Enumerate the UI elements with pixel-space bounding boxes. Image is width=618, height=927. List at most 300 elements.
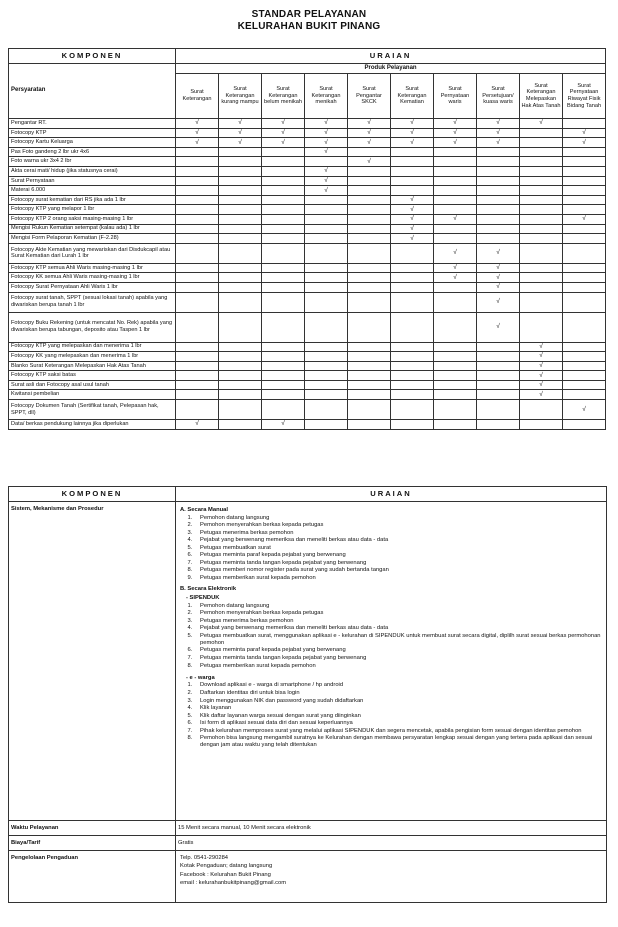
empty-cell: [176, 361, 219, 371]
empty-cell: [477, 234, 520, 244]
section-elektronik-heading: B. Secara Elektronik: [180, 585, 237, 592]
requirement-label: Kwitansi pembelian: [9, 390, 176, 400]
procedure-step: 1. Pemohon datang langsung: [194, 515, 602, 522]
empty-cell: [176, 224, 219, 234]
empty-cell: [477, 214, 520, 224]
empty-cell: [348, 176, 391, 186]
persyaratan-table: [8, 48, 606, 430]
check-mark: √: [305, 138, 348, 148]
empty-cell: [563, 119, 606, 129]
column-header: Surat Keterangan: [176, 74, 219, 119]
requirement-label: Blanko Surat Keterangan Melepaskan Hak Atas Tanah: [9, 361, 176, 371]
check-mark: √: [477, 282, 520, 292]
check-mark: √: [520, 342, 563, 352]
requirement-row: [9, 380, 606, 390]
empty-cell: [434, 371, 477, 381]
empty-cell: [219, 205, 262, 215]
procedure-step: 1. Download aplikasi e - warga di smartphone / hp android: [194, 682, 602, 689]
empty-cell: [262, 234, 305, 244]
check-mark: √: [348, 157, 391, 167]
empty-cell: [262, 292, 305, 312]
check-mark: √: [434, 263, 477, 273]
empty-cell: [176, 312, 219, 342]
empty-cell: [305, 234, 348, 244]
empty-cell: [477, 176, 520, 186]
empty-cell: [348, 263, 391, 273]
empty-cell: [219, 282, 262, 292]
requirement-label: Fotocopy KTP 2 orang saksi masing-masing 1 lbr: [9, 214, 176, 224]
empty-cell: [391, 176, 434, 186]
empty-cell: [262, 400, 305, 420]
empty-cell: [305, 400, 348, 420]
empty-cell: [219, 147, 262, 157]
empty-cell: [176, 157, 219, 167]
empty-cell: [348, 352, 391, 362]
requirement-label: Mengisi Rukun Kematian setempat (kalau ada) 1 lbr: [9, 224, 176, 234]
pengaduan-value: [176, 851, 607, 903]
empty-cell: [176, 195, 219, 205]
empty-cell: [262, 361, 305, 371]
empty-cell: [219, 157, 262, 167]
empty-cell: [305, 157, 348, 167]
check-mark: √: [563, 128, 606, 138]
requirement-row: [9, 292, 606, 312]
empty-cell: [262, 380, 305, 390]
contact-line: Kotak Pengaduan; datang langsung: [180, 863, 273, 870]
empty-cell: [348, 205, 391, 215]
requirement-label: Fotocopy KTP yang melapor 1 lbr: [9, 205, 176, 215]
requirement-label: Surat asli dan Fotocopy asal usul tanah: [9, 380, 176, 390]
check-mark: √: [391, 119, 434, 129]
empty-cell: [520, 176, 563, 186]
requirement-row: [9, 224, 606, 234]
empty-cell: [520, 282, 563, 292]
requirement-row: [9, 205, 606, 215]
empty-cell: [434, 224, 477, 234]
empty-cell: [477, 205, 520, 215]
check-mark: √: [262, 138, 305, 148]
check-mark: √: [563, 138, 606, 148]
empty-cell: [176, 292, 219, 312]
contact-line: email : kelurahanbukitpinang@gmail.com: [180, 880, 287, 887]
empty-cell: [348, 147, 391, 157]
empty-cell: [477, 361, 520, 371]
empty-cell: [176, 380, 219, 390]
requirement-label: Akta cerai mati/ hidup (jika statusnya cerai): [9, 166, 176, 176]
empty-cell: [348, 390, 391, 400]
check-mark: √: [391, 224, 434, 234]
check-mark: √: [305, 147, 348, 157]
empty-cell: [348, 342, 391, 352]
procedure-step: 7. Petugas meminta tanda tangan kepada pejabat yang berwenang: [194, 560, 602, 567]
komponen-header: KOMPONEN: [9, 49, 176, 64]
biaya-value: Gratis: [176, 836, 607, 851]
contact-line: Telp. 0541-290284: [180, 855, 229, 861]
empty-cell: [348, 292, 391, 312]
empty-cell: [477, 390, 520, 400]
empty-cell: [305, 390, 348, 400]
empty-cell: [434, 352, 477, 362]
empty-cell: [262, 312, 305, 342]
empty-cell: [262, 214, 305, 224]
empty-cell: [262, 147, 305, 157]
empty-cell: [434, 342, 477, 352]
check-mark: √: [477, 292, 520, 312]
empty-cell: [348, 214, 391, 224]
requirement-label: Foto warna ukr 3x4 2 lbr: [9, 157, 176, 167]
persyaratan-label: Persyaratan: [9, 64, 176, 119]
empty-cell: [348, 282, 391, 292]
empty-cell: [348, 243, 391, 263]
procedure-step: 4. Pejabat yang berwenang memeriksa dan meneliti berkas atau data - data: [194, 625, 602, 632]
check-mark: √: [563, 214, 606, 224]
empty-cell: [176, 176, 219, 186]
empty-cell: [262, 186, 305, 196]
check-mark: √: [219, 119, 262, 129]
empty-cell: [219, 342, 262, 352]
procedure-step: 3. Petugas menerima berkas pemohon: [194, 530, 602, 537]
empty-cell: [563, 147, 606, 157]
empty-cell: [391, 147, 434, 157]
empty-cell: [305, 352, 348, 362]
sipenduk-heading: - SIPENDUK: [186, 594, 220, 601]
procedure-step: 2. Pemohon menyerahkan berkas kepada petugas: [194, 610, 602, 617]
empty-cell: [391, 352, 434, 362]
empty-cell: [219, 224, 262, 234]
requirement-label: Fotocopy Kartu Keluarga: [9, 138, 176, 148]
empty-cell: [219, 400, 262, 420]
empty-cell: [176, 342, 219, 352]
requirement-label: Fotocopy Buku Rekening (untuk mencatat No. Rek) apabila yang diwariskan berupa tabungan, deposito atau Taspen 1 lbr: [9, 312, 176, 342]
empty-cell: [477, 420, 520, 430]
empty-cell: [563, 371, 606, 381]
empty-cell: [262, 176, 305, 186]
empty-cell: [520, 166, 563, 176]
requirement-row: [9, 138, 606, 148]
procedure-step: 5. Klik daftar layanan warga sesuai dengan surat yang diinginkan: [194, 713, 602, 720]
empty-cell: [305, 214, 348, 224]
procedure-step: 4. Klik layanan: [194, 705, 602, 712]
check-mark: √: [477, 128, 520, 138]
column-header: Surat Keterangan belum menikah: [262, 74, 305, 119]
empty-cell: [219, 390, 262, 400]
column-header: Surat Keterangan menikah: [305, 74, 348, 119]
requirement-row: [9, 312, 606, 342]
requirement-row: [9, 371, 606, 381]
page-title-line2: KELURAHAN BUKIT PINANG: [237, 21, 381, 32]
empty-cell: [176, 166, 219, 176]
empty-cell: [520, 186, 563, 196]
empty-cell: [520, 243, 563, 263]
requirement-row: [9, 234, 606, 244]
empty-cell: [262, 195, 305, 205]
empty-cell: [348, 166, 391, 176]
empty-cell: [477, 157, 520, 167]
empty-cell: [348, 312, 391, 342]
empty-cell: [477, 380, 520, 390]
procedure-step: 3. Login menggunakan NIK dan password yang sudah didaftarkan: [194, 698, 602, 705]
column-header: Surat Keterangan Kematian: [391, 74, 434, 119]
column-header: Surat Keterangan kurang mampu: [219, 74, 262, 119]
empty-cell: [391, 243, 434, 263]
check-mark: √: [434, 273, 477, 283]
contact-line: Facebook : Kelurahan Bukit Pinang: [180, 871, 271, 878]
requirement-row: [9, 273, 606, 283]
empty-cell: [262, 243, 305, 263]
check-mark: √: [305, 119, 348, 129]
empty-cell: [520, 234, 563, 244]
empty-cell: [520, 420, 563, 430]
empty-cell: [219, 361, 262, 371]
check-mark: √: [477, 243, 520, 263]
check-mark: √: [391, 128, 434, 138]
empty-cell: [391, 273, 434, 283]
requirement-label: Fotocopy Akte Kematian yang mewariskan dari Disdukcapil atau Surat Kematian dari Lurah 1 lbr: [9, 243, 176, 263]
empty-cell: [305, 292, 348, 312]
empty-cell: [176, 186, 219, 196]
empty-cell: [391, 371, 434, 381]
check-mark: √: [305, 166, 348, 176]
empty-cell: [520, 147, 563, 157]
empty-cell: [520, 312, 563, 342]
procedure-step: 7. Petugas meminta tanda tangan kepada pejabat yang berwenang: [194, 655, 602, 662]
procedure-step: 7. Pihak kelurahan memproses surat yang melalui aplikasi SIPENDUK dan segera mencetak, apabila pengisian form sesuai dengan identitas pemohon: [194, 728, 602, 735]
empty-cell: [563, 292, 606, 312]
column-header: Surat Pernyataan Riwayat Fisik Bidang Tanah: [563, 74, 606, 119]
empty-cell: [563, 342, 606, 352]
requirement-label: Mengisi Form Pelaporan Kematian (F-2.28): [9, 234, 176, 244]
ewarga-heading: - e - warga: [186, 674, 215, 681]
requirement-row: [9, 243, 606, 263]
requirement-row: [9, 157, 606, 167]
check-mark: √: [477, 119, 520, 129]
empty-cell: [348, 420, 391, 430]
procedure-step: 9. Petugas memberikan surat kepada pemohon: [194, 575, 602, 582]
check-mark: √: [176, 138, 219, 148]
check-mark: √: [391, 195, 434, 205]
empty-cell: [305, 205, 348, 215]
empty-cell: [563, 243, 606, 263]
page-title-line1: STANDAR PELAYANAN: [251, 9, 367, 20]
empty-cell: [176, 205, 219, 215]
empty-cell: [262, 390, 305, 400]
empty-cell: [305, 273, 348, 283]
empty-cell: [391, 361, 434, 371]
empty-cell: [391, 400, 434, 420]
requirement-row: [9, 420, 606, 430]
procedure-step: 2. Daftarkan identitas diri untuk bisa login: [194, 690, 602, 697]
check-mark: √: [305, 128, 348, 138]
empty-cell: [305, 195, 348, 205]
check-mark: √: [262, 420, 305, 430]
empty-cell: [176, 147, 219, 157]
requirement-row: [9, 186, 606, 196]
check-mark: √: [520, 371, 563, 381]
check-mark: √: [176, 128, 219, 138]
empty-cell: [262, 273, 305, 283]
procedure-step: 8. Pemohon bisa langsung mengambil suratnya ke Kelurahan dengan membawa persyaratan lengkap sesuai dengan yang tertera pada aplikasi dan sesuai dengan jam atau waktu yang telah ditentukan: [194, 735, 602, 749]
empty-cell: [477, 371, 520, 381]
check-mark: √: [477, 312, 520, 342]
requirement-label: Fotocopy Surat Pernyataan Ahli Waris 1 lbr: [9, 282, 176, 292]
procedure-step: 6. Petugas meminta paraf kepada pejabat yang berwenang: [194, 552, 602, 559]
requirement-label: Fotocopy KTP semua Ahli Waris masing-masing 1 lbr: [9, 263, 176, 273]
empty-cell: [305, 380, 348, 390]
empty-cell: [391, 292, 434, 312]
empty-cell: [434, 195, 477, 205]
check-mark: √: [434, 119, 477, 129]
empty-cell: [563, 282, 606, 292]
empty-cell: [391, 263, 434, 273]
procedure-step: 5. Petugas membuatkan surat, menggunakan aplikasi e - kelurahan di SIPENDUK untuk membuat surat secara digital, diplilh surat sesuai berkas permohonan pemohon: [194, 633, 602, 647]
requirement-label: Fotocopy surat tanah, SPPT (sesuai lokasi tanah) apabila yang diwariskan berupa tanah 1 lbr: [9, 292, 176, 312]
check-mark: √: [176, 420, 219, 430]
empty-cell: [520, 214, 563, 224]
check-mark: √: [219, 128, 262, 138]
empty-cell: [176, 352, 219, 362]
requirement-row: [9, 195, 606, 205]
empty-cell: [219, 371, 262, 381]
empty-cell: [305, 282, 348, 292]
waktu-value: 15 Menit secara manual, 10 Menit secara elektronik: [176, 821, 607, 836]
procedure-step: 3. Petugas menerima berkas pemohon: [194, 618, 602, 625]
column-header: Surat Pernyataan waris: [434, 74, 477, 119]
empty-cell: [434, 380, 477, 390]
empty-cell: [219, 195, 262, 205]
procedure-step: 2. Pemohon menyerahkan berkas kepada petugas: [194, 522, 602, 529]
requirement-label: Pas Foto gandeng 2 lbr ukr 4x6: [9, 147, 176, 157]
check-mark: √: [348, 138, 391, 148]
empty-cell: [219, 273, 262, 283]
empty-cell: [520, 263, 563, 273]
procedure-step: 6. Petugas meminta paraf kepada pejabat yang berwenang: [194, 647, 602, 654]
empty-cell: [477, 342, 520, 352]
check-mark: √: [477, 273, 520, 283]
requirement-row: [9, 214, 606, 224]
empty-cell: [219, 243, 262, 263]
empty-cell: [219, 176, 262, 186]
pengaduan-label: Pengelolaan Pengaduan: [9, 851, 176, 903]
produk-pelayanan-header: Produk Pelayanan: [176, 64, 606, 74]
check-mark: √: [391, 214, 434, 224]
column-header: Surat Pengantar SKCK: [348, 74, 391, 119]
procedure-step: 8. Petugas memberi nomor register pada surat yang sudah bertanda tangan: [194, 567, 602, 574]
empty-cell: [176, 273, 219, 283]
ewarga-steps: [180, 682, 602, 749]
empty-cell: [520, 157, 563, 167]
empty-cell: [391, 166, 434, 176]
empty-cell: [520, 205, 563, 215]
requirement-row: [9, 342, 606, 352]
empty-cell: [348, 380, 391, 390]
requirement-label: Materai 6.000: [9, 186, 176, 196]
procedure-step: 5. Petugas membuatkan surat: [194, 545, 602, 552]
requirement-row: [9, 352, 606, 362]
empty-cell: [563, 186, 606, 196]
uraian-header-2: URAIAN: [176, 487, 607, 502]
procedure-step: 6. Isi form di aplikasi sesuai data diri dan sesuai keperluannya: [194, 720, 602, 727]
check-mark: √: [520, 361, 563, 371]
empty-cell: [391, 186, 434, 196]
empty-cell: [477, 195, 520, 205]
empty-cell: [563, 380, 606, 390]
requirement-label: Fotocopy KTP: [9, 128, 176, 138]
requirement-row: [9, 282, 606, 292]
empty-cell: [434, 205, 477, 215]
check-mark: √: [262, 119, 305, 129]
empty-cell: [348, 234, 391, 244]
requirement-row: [9, 166, 606, 176]
requirement-label: Fotocopy Dokumen Tanah (Sertifikat tanah, Pelepasan hak, SPPT, dll): [9, 400, 176, 420]
komponen-header-2: KOMPONEN: [9, 487, 176, 502]
empty-cell: [434, 186, 477, 196]
empty-cell: [219, 420, 262, 430]
empty-cell: [520, 195, 563, 205]
empty-cell: [477, 166, 520, 176]
requirement-row: [9, 400, 606, 420]
empty-cell: [434, 312, 477, 342]
empty-cell: [348, 371, 391, 381]
empty-cell: [219, 352, 262, 362]
empty-cell: [434, 157, 477, 167]
check-mark: √: [391, 138, 434, 148]
empty-cell: [305, 371, 348, 381]
empty-cell: [262, 352, 305, 362]
empty-cell: [563, 390, 606, 400]
empty-cell: [176, 214, 219, 224]
empty-cell: [391, 390, 434, 400]
check-mark: √: [434, 214, 477, 224]
empty-cell: [434, 390, 477, 400]
empty-cell: [563, 166, 606, 176]
empty-cell: [434, 292, 477, 312]
empty-cell: [563, 176, 606, 186]
empty-cell: [477, 186, 520, 196]
uraian-header: URAIAN: [176, 49, 606, 64]
requirement-label: Fotocopy KTP saksi batas: [9, 371, 176, 381]
empty-cell: [348, 195, 391, 205]
empty-cell: [434, 282, 477, 292]
empty-cell: [563, 157, 606, 167]
empty-cell: [563, 195, 606, 205]
empty-cell: [563, 234, 606, 244]
check-mark: √: [434, 243, 477, 263]
waktu-label: Waktu Pelayanan: [9, 821, 176, 836]
empty-cell: [434, 176, 477, 186]
empty-cell: [563, 224, 606, 234]
requirement-label: Data/ berkas pendukung lainnya jika diperlukan: [9, 420, 176, 430]
empty-cell: [219, 214, 262, 224]
empty-cell: [219, 312, 262, 342]
sistem-uraian: [176, 502, 607, 821]
procedure-step: 4. Pejabat yang berwenang memeriksa dan meneliti berkas atau data - data: [194, 537, 602, 544]
empty-cell: [305, 342, 348, 352]
manual-steps: [180, 515, 602, 582]
empty-cell: [176, 234, 219, 244]
procedure-step: 1. Pemohon datang langsung: [194, 603, 602, 610]
empty-cell: [305, 263, 348, 273]
check-mark: √: [348, 128, 391, 138]
section-manual-heading: A. Secara Manual: [180, 507, 229, 513]
sistem-label: Sistem, Mekanisme dan Prosedur: [9, 502, 176, 821]
requirement-label: Pengantar RT.: [9, 119, 176, 129]
check-mark: √: [262, 128, 305, 138]
check-mark: √: [305, 176, 348, 186]
empty-cell: [434, 166, 477, 176]
empty-cell: [563, 352, 606, 362]
empty-cell: [477, 147, 520, 157]
empty-cell: [434, 361, 477, 371]
